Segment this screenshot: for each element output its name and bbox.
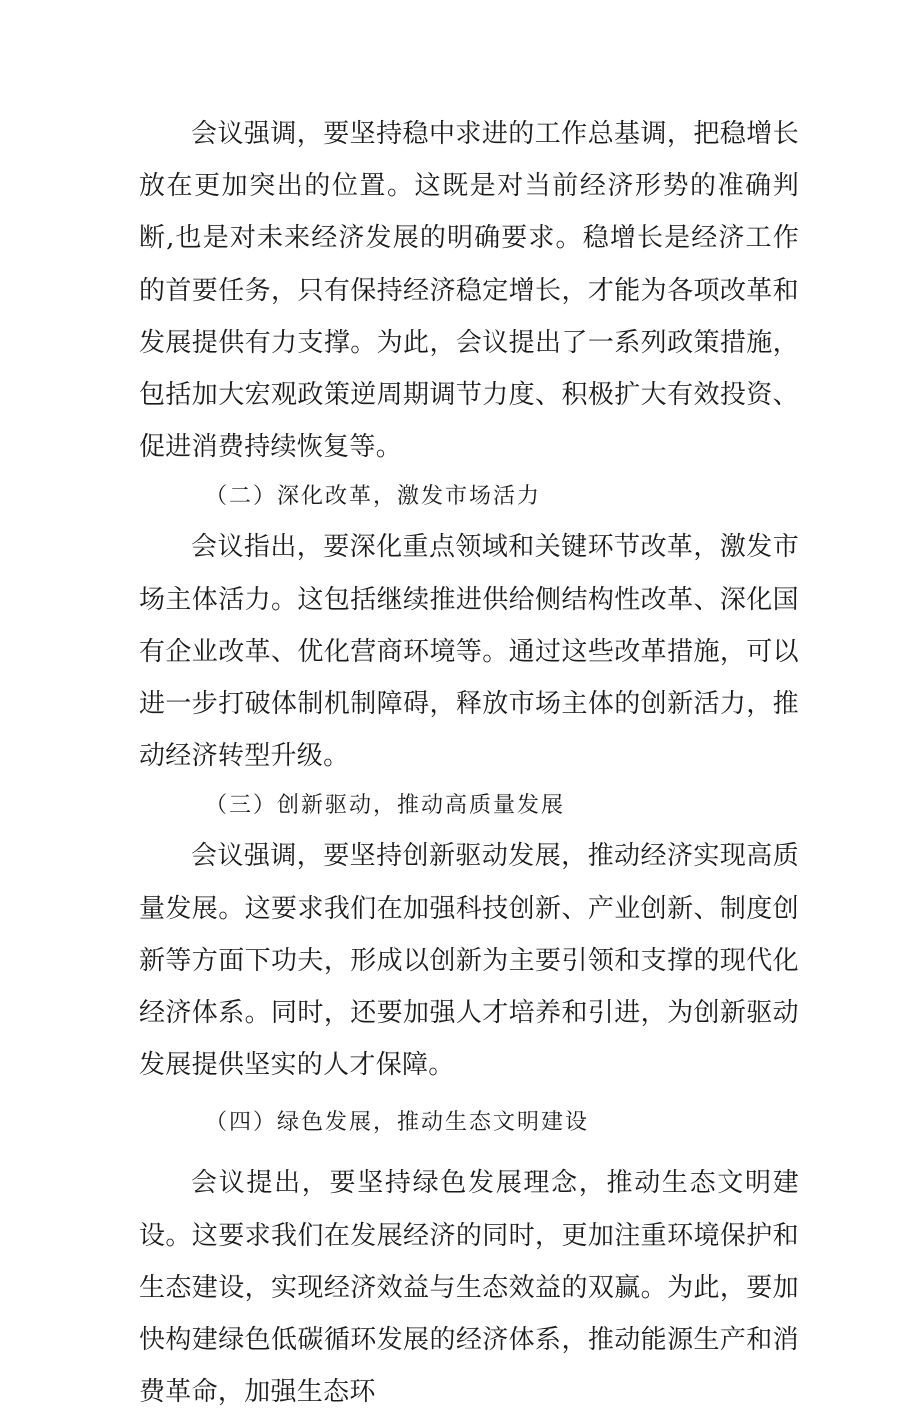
body-paragraph: 会议强调，要坚持稳中求进的工作总基调，把稳增长放在更加突出的位置。这既是对当前经济形势的准确判断,也是对未来经济发展的明确要求。稳增长是经济工作的首要任务，只有保持经济稳定增长，才能为各项改革和发展提供有力支撑。为此，会议提出了一系列政策措施，包括加大宏观政策逆周期调节力度、积极扩大有效投资、促进消费持续恢复等。 [139,119,799,463]
section-heading: （二）深化改革，激发市场活力 [205,484,542,510]
document-body [139,108,799,1418]
section-heading: （四）绿色发展，推动生态文明建设 [205,1110,590,1136]
body-paragraph: 会议强调，要坚持创新驱动发展，推动经济实现高质量发展。这要求我们在加强科技创新、产业创新、制度创新等方面下功夫，形成以创新为主要引领和支撑的现代化经济体系。同时，还要加强人才培养和引进，为创新驱动发展提供坚实的人才保障。 [139,841,799,1081]
body-paragraph: 会议提出，要坚持绿色发展理念，推动生态文明建设。这要求我们在发展经济的同时，更加注重环境保护和生态建设，实现经济效益与生态效益的双赢。为此，要加快构建绿色低碳循环发展的经济体系，推动能源生产和消费革命，加强生态环 [139,1168,799,1408]
body-paragraph: 会议指出，要深化重点领域和关键环节改革，激发市场主体活力。这包括继续推进供给侧结构性改革、深化国有企业改革、优化营商环境等。通过这些改革措施，可以进一步打破体制机制障碍，释放市场主体的创新活力，推动经济转型升级。 [139,532,799,772]
section-heading: （三）创新驱动，推动高质量发展 [205,793,566,819]
